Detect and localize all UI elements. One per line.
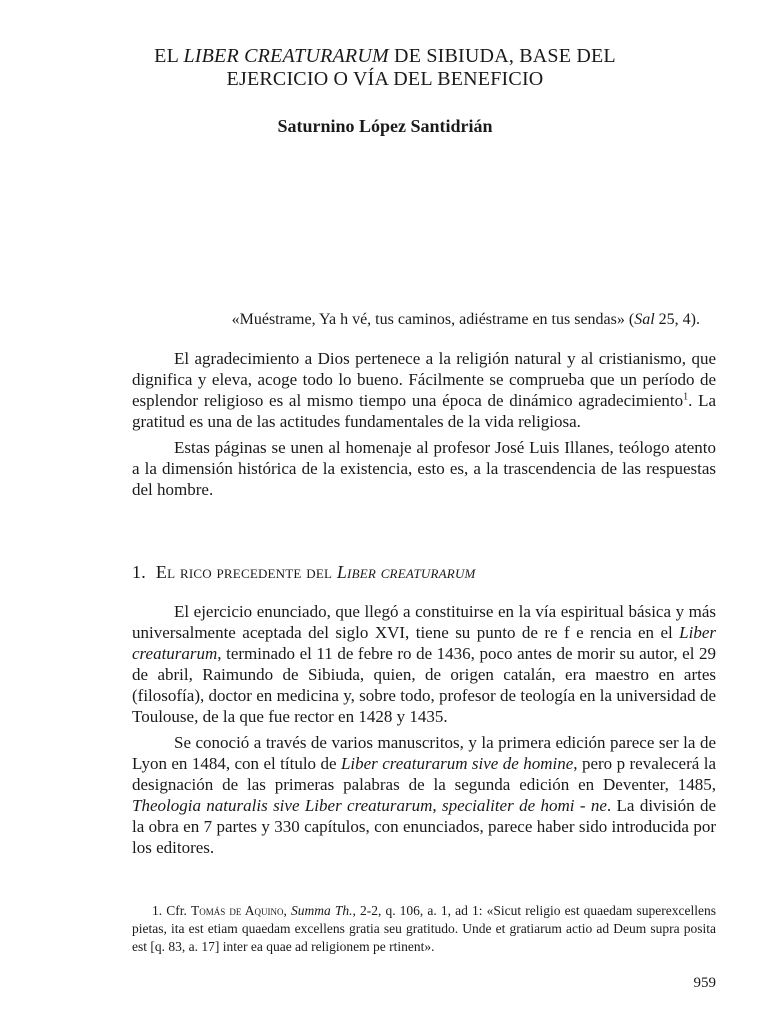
- s1-p2-text-b: , pero p revalecerá la designación de las primeras palabras de la segunda edición en Deventer, 1485,: [132, 754, 716, 794]
- author-name: Saturnino López Santidrián: [277, 116, 493, 136]
- section-1-paragraph-1: [132, 601, 716, 727]
- section-heading-italic: Liber creaturarum: [336, 562, 476, 582]
- s1-p2-italic-1: Liber creaturarum sive de homine: [340, 754, 574, 773]
- s1-p2-text-c: . La división de la obra en 7 partes y 330 capítulos, con enunciados, parece haber sido introducida por los editores.: [132, 796, 717, 857]
- article-title: [100, 45, 670, 91]
- s1-p2-italic-2: Theologia naturalis sive Liber creaturarum, specialiter de homi - ne: [132, 796, 607, 815]
- intro-paragraph-1: [132, 348, 716, 432]
- footnote-number: 1.: [152, 903, 163, 918]
- intro-p1-text-a: El agradecimiento a Dios pertenece a la religión natural y al cristianismo, que dignifica y eleva, acoge todo lo bueno. Fácilmente se comprueba que un período de esplendor religioso es al mismo tiempo una época de dinámico agradecimiento: [132, 349, 716, 410]
- epigraph-ref-book: Sal: [634, 311, 655, 328]
- footnote-text-c: , 2-2, q. 106, a. 1, ad 1: «Sicut religio est quaedam superexcellens pietas, ita est etiam quaedam excellens gratia seu gratitudo. Unde et gratiarum actio ad Deum supra posita est [q. 83, a. 17] inter ea quae ad religionem pe rtinent».: [132, 903, 716, 954]
- section-heading-1: [132, 562, 716, 583]
- s1-p1-italic: Liber creaturarum,: [132, 623, 716, 663]
- section-1-paragraph-2: [132, 732, 716, 858]
- intro-paragraph-2: Estas páginas se unen al homenaje al profesor José Luis Illanes, teólogo atento a la dimensión histórica de la existencia, esto es, a la trascendencia de las respuestas del hombre.: [132, 438, 716, 499]
- footnote-1: [132, 902, 716, 956]
- s1-p2-text-a: Se conoció a través de varios manuscritos, y la primera edición parece ser la de Lyon en 1484, con el título de: [132, 733, 716, 773]
- section-number: 1.: [132, 562, 146, 582]
- footnote-paragraph: [132, 902, 716, 956]
- section-heading-text: El rico precedente del: [155, 562, 337, 582]
- page-number: 959: [693, 975, 716, 991]
- s1-p1-text-a: El ejercicio enunciado, que llegó a constituirse en la vía espiritual básica y más universalmente aceptada del siglo XVI, tiene su punto de re f e rencia en el: [132, 602, 716, 642]
- intro-text: [132, 348, 716, 505]
- footnote-work: Summa Th.: [290, 903, 353, 918]
- title-italic: LIBER CREATURARUM: [183, 45, 389, 67]
- epigraph: [100, 310, 700, 330]
- footnote-text-b: ,: [283, 903, 291, 918]
- s1-p1-text-b: terminado el 11 de febre ro de 1436, poco antes de morir su autor, el 29 de abril, Raimundo de Sibiuda, quien, de origen catalán, era maestro en artes (filosofía), doctor en medicina y, sobre todo, profesor de teología en la universidad de Toulouse, de la que fue rector en 1428 y 1435.: [132, 644, 716, 726]
- title-line-2: EJERCICIO O VÍA DEL BENEFICIO: [226, 68, 544, 90]
- section-1-text: [132, 601, 716, 863]
- footnote-text-a: Cfr.: [162, 903, 191, 918]
- epigraph-quote: «Muéstrame, Ya h vé, tus caminos, adiéstrame en tus sendas» (: [231, 311, 635, 328]
- footnote-author: Tomás de Aquino: [190, 903, 284, 918]
- title-part-1: EL: [154, 45, 184, 67]
- footnote-ref-1[interactable]: 1: [683, 391, 689, 403]
- title-part-2: DE SIBIUDA, BASE DEL: [388, 45, 616, 67]
- intro-p1-text-b: . La gratitud es una de las actitudes fundamentales de la vida religiosa.: [132, 391, 717, 431]
- epigraph-ref-rest: 25, 4).: [654, 311, 700, 328]
